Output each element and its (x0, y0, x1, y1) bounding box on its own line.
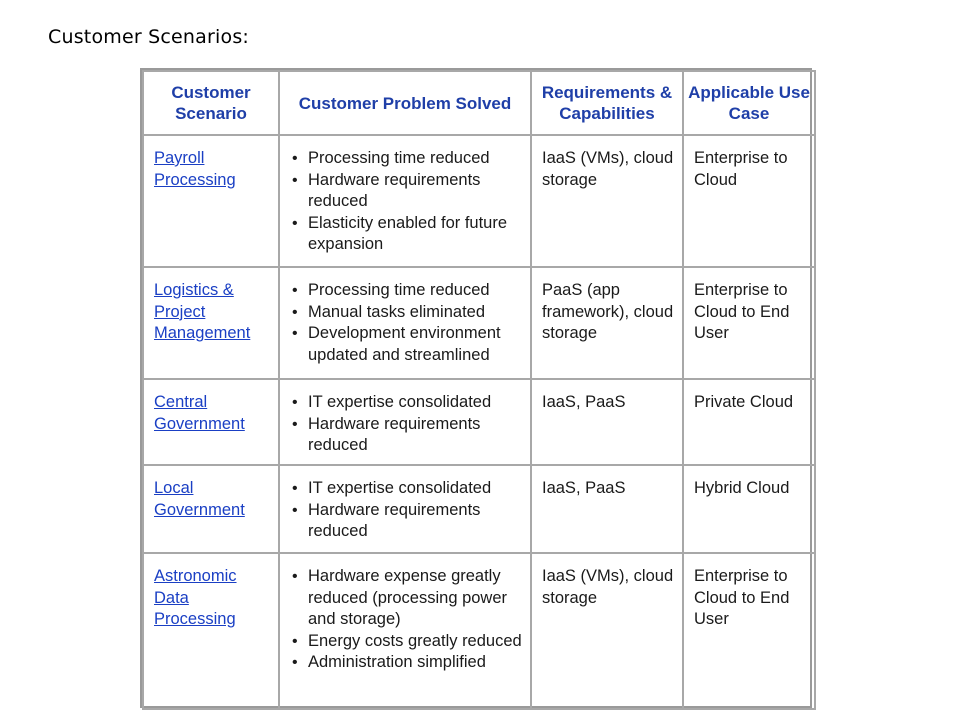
use-case-text: Enterprise to Cloud to End User (694, 567, 790, 628)
problem-item: • Processing time reduced (288, 148, 524, 170)
requirements-text: PaaS (app framework), cloud storage (542, 281, 674, 342)
problem-item: • Hardware requirements reduced (288, 170, 524, 213)
problem-item: • IT expertise consolidated (288, 392, 524, 414)
requirements-text: IaaS, PaaS (542, 479, 626, 497)
table-header-row (143, 71, 815, 135)
problem-cell (279, 135, 531, 267)
use-case-cell (683, 267, 815, 379)
problem-cell (279, 267, 531, 379)
problem-item: • Elasticity enabled for future expansion (288, 213, 524, 256)
header-applicable-use-case: Applicable Use Case (683, 71, 815, 135)
header-customer-problem-solved: Customer Problem Solved (279, 71, 531, 135)
problem-cell (279, 379, 531, 465)
header-customer-scenario: Customer Scenario (143, 71, 279, 135)
scenario-link-payroll-processing[interactable]: Payroll Processing (154, 149, 236, 189)
table-row (143, 379, 815, 465)
requirements-cell (531, 135, 683, 267)
scenario-cell (143, 135, 279, 267)
problem-item: • Energy costs greatly reduced (288, 631, 524, 653)
table-row (143, 553, 815, 709)
problem-item: • Hardware requirements reduced (288, 500, 524, 543)
problem-list (280, 268, 530, 372)
requirements-cell (531, 379, 683, 465)
problem-cell (279, 465, 531, 553)
scenario-cell (143, 465, 279, 553)
problem-cell (279, 553, 531, 709)
problem-item: • Processing time reduced (288, 280, 524, 302)
scenario-cell (143, 267, 279, 379)
scenario-link-astronomic-data-processing[interactable]: Astronomic Data Processing (154, 567, 237, 628)
use-case-text: Enterprise to Cloud (694, 149, 788, 189)
problem-list (280, 554, 530, 680)
requirements-text: IaaS, PaaS (542, 393, 626, 411)
problem-list (280, 380, 530, 463)
customer-scenarios-table (140, 68, 812, 708)
scenario-link-central-government[interactable]: Central Government (154, 393, 245, 433)
table-row (143, 465, 815, 553)
header-requirements-capabilities: Requirements & Capabilities (531, 71, 683, 135)
use-case-cell (683, 379, 815, 465)
table-row (143, 267, 815, 379)
scenario-link-logistics-project-management[interactable]: Logistics & Project Management (154, 281, 251, 342)
use-case-cell (683, 553, 815, 709)
scenarios-table-grid (142, 70, 816, 710)
requirements-text: IaaS (VMs), cloud storage (542, 149, 674, 189)
problem-list (280, 466, 530, 549)
slide-title: Customer Scenarios: (48, 26, 250, 48)
problem-item: • Hardware requirements reduced (288, 414, 524, 457)
table-row (143, 135, 815, 267)
problem-item: • Administration simplified (288, 652, 524, 674)
requirements-cell (531, 267, 683, 379)
problem-item: • Hardware expense greatly reduced (processing power and storage) (288, 566, 524, 631)
use-case-text: Private Cloud (694, 393, 794, 411)
problem-list (280, 136, 530, 262)
requirements-text: IaaS (VMs), cloud storage (542, 567, 674, 607)
scenario-link-local-government[interactable]: Local Government (154, 479, 245, 519)
problem-item: • Manual tasks eliminated (288, 302, 524, 324)
use-case-cell (683, 465, 815, 553)
problem-item: • Development environment updated and streamlined (288, 323, 524, 366)
problem-item: • IT expertise consolidated (288, 478, 524, 500)
use-case-text: Hybrid Cloud (694, 479, 790, 497)
use-case-text: Enterprise to Cloud to End User (694, 281, 790, 342)
scenario-cell (143, 553, 279, 709)
requirements-cell (531, 553, 683, 709)
use-case-cell (683, 135, 815, 267)
scenario-cell (143, 379, 279, 465)
requirements-cell (531, 465, 683, 553)
